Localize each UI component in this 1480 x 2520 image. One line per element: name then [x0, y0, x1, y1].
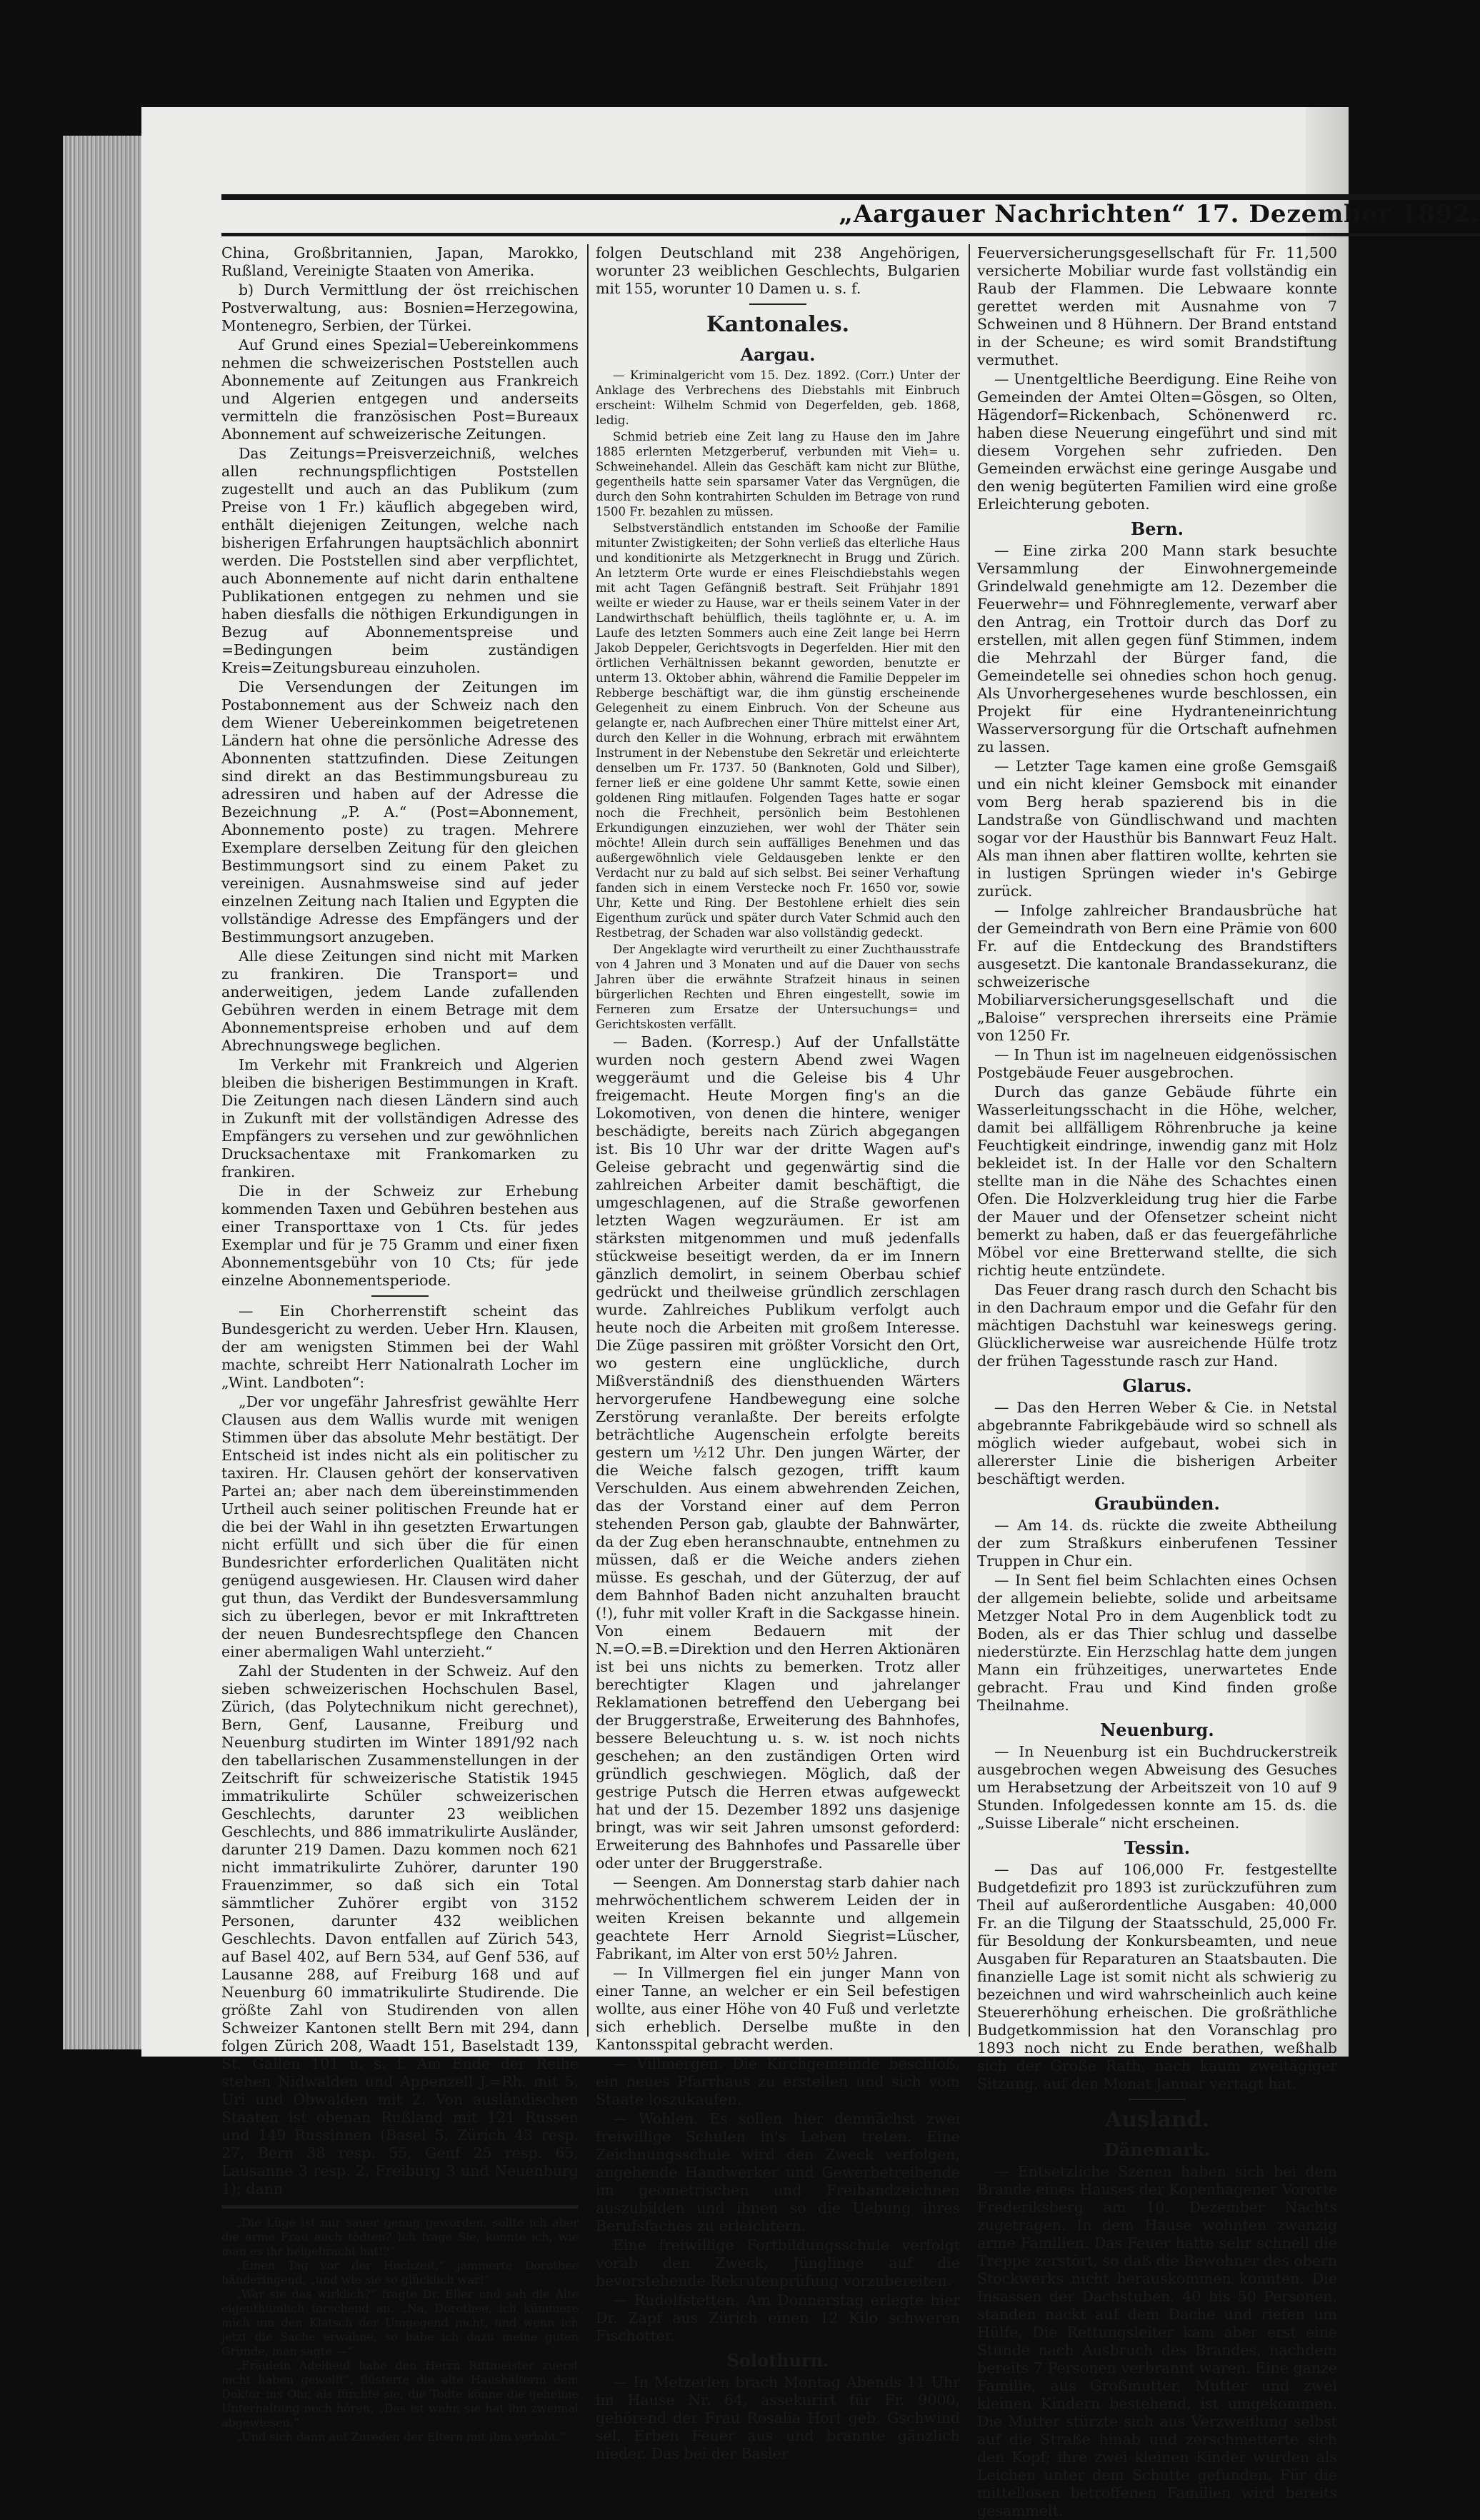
section-heading: Kantonales. — [706, 312, 850, 337]
article-separator — [371, 1295, 429, 1297]
article-paragraph: Zahl der Studenten in der Schweiz. Auf den sieben schweizerischen Hochschulen Basel, Zürich, (das Polytechnikum nicht gerechnet), Bern, Genf, Lausanne, Freiburg und Neuenburg studirten im Winter 1891/92 nach den tabellarischen Zusammenstellungen in der Zeitschrift für schweizerische Statistik 1945 immatrikulirte Schüler schweizerischen Geschlechts, darunter 23 weiblichen Geschlechts, und 886 immatrikulirte Ausländer, darunter 219 Damen. Dazu kommen noch 621 nicht immatrikulirte Zuhörer, darunter 190 Frauenzimmer, so daß sich ein Total sämmtlicher Zuhörer ergibt von 3152 Personen, darunter 432 weiblichen Geschlechts. Davon entfallen auf Zürich 543, auf Basel 402, auf Bern 534, auf Genf 536, auf Lausanne 288, auf Freiburg 168 und auf Neuenburg 60 immatrikulirte Studirende. Die größte Zahl von Studirenden von allen Schweizer Kantonen stellt Bern mit 294, dann folgen Zürich 208, Waadt 151, Baselstadt 139, St. Gallen 101 u. s. f. Am Ende der Reihe stehen Nidwalden und Appenzell J.=Rh. mit 5, Uri und Obwalden mit 2. Von ausländischen Staaten ist obenan Rußland mit 121 Russen und 149 Russinnen (Basel 5, Zürich 43 resp. 27, Bern 38 resp. 55, Genf 25 resp. 65, Lausanne 3 resp. 2, Freiburg 3 und Neuenburg 1); dann — [221, 1662, 579, 2197]
article-paragraph: — Rudolfstetten. Am Donnerstag erlegte hier Dr. Zapf aus Zürich einen 12 Kilo schweren Fischotter. — [596, 2291, 960, 2344]
article-paragraph: „Der vor ungefähr Jahresfrist gewählte Herr Clausen aus dem Wallis wurde mit wenigen Stimmen über das absolute Mehr bestätigt. Der Entscheid ist indes nicht als ein politischer zu taxiren. Hr. Clausen gehört der konservativen Partei an; aber nach dem übereinstimmenden Urtheil auch seiner politischen Freunde hat er die bei der Wahl in ihn gesetzten Erwartungen nicht erfüllt und sich über die für einen Bundesrichter erforderlichen Qualitäten nicht genügend ausgewiesen. Hr. Clausen wird daher gut thun, das Verdikt der Bundesversammlung sich zu überlegen, bevor er mit Inkrafttreten der neuen Bundesrechtspflege den Chancen einer abermaligen Wahl unterzieht.“ — [221, 1393, 579, 1660]
article-paragraph: Das Zeitungs=Preisverzeichniß, welches allen rechnungspflichtigen Poststellen zugestellt und auch an das Publikum (zum Preise von 1 Fr.) käuflich abgegeben wird, enthält diejenigen Zeitungen, welche nach bisherigen Erfahrungen hauptsächlich abonnirt werden. Die Poststellen sind aber verpflichtet, auch Abonnemente auf nicht darin enthaltene Publikationen entgegen zu nehmen und sie haben diesfalls die nöthigen Erkundigungen in Bezug auf Abonnementspreise und =Bedingungen beim zuständigen Kreis=Zeitungsbureau einzuholen. — [221, 445, 579, 676]
article-paragraph: — Infolge zahlreicher Brandausbrüche hat der Gemeindrath von Bern eine Prämie von 600 Fr. auf die Entdeckung des Brandstifters ausgesetzt. Die kantonale Brandassekuranz, die schweizerische Mobiliarversicherungsgesellschaft und die „Baloise“ versprechen ihrerseits eine Prämie von 1250 Fr. — [977, 902, 1337, 1044]
article-paragraph: Im Verkehr mit Frankreich und Algerien bleiben die bisherigen Bestimmungen in Kraft. Die Zeitungen nach diesen Ländern sind auch in Zukunft mit der vollständigen Adresse des Empfängers zu versehen und zur gewöhnlichen Drucksachentaxe mit Frankomarken zu frankiren. — [221, 1056, 579, 1180]
article-paragraph: — In Metzerlen brach Montag Abends 11 Uhr im Hause Nr. 64, assekurirt für Fr. 9000, gehörend der Frau Rosalia Hort geb. Gschwind sel. Erben Feuer aus und brannte gänzlich nieder. Das bei der Basler — [596, 2374, 960, 2462]
article-paragraph: Auf Grund eines Spezial=Uebereinkommens nehmen die schweizerischen Poststellen auch Abonnemente auf Zeitungen aus Frankreich und Algerien entgegen und anderseits vermitteln die französischen Post=Bureaux Abonnement auf schweizerische Zeitungen. — [221, 336, 579, 443]
feuilleton-rule — [221, 2205, 579, 2209]
top-rule — [221, 194, 1480, 200]
masthead-rule — [221, 233, 1480, 236]
article-paragraph: — Das den Herren Weber & Cie. in Netstal abgebrannte Fabrikgebäude wird so schnell als möglich wieder aufgebaut, wobei sich in allererster Linie die bisherigen Arbeiter beschäftigt werden. — [977, 1399, 1337, 1487]
article-paragraph: — In Sent fiel beim Schlachten eines Ochsen der allgemein beliebte, solide und arbeitsame Metzger Notal Pro in dem Augenblick todt zu Boden, als er das Thier schlug und dasselbe niederstürzte. Ein Herzschlag hatte dem jungen Mann ein frühzeitiges, unerwartetes Ende gebracht. Frau und Kind finden große Theilnahme. — [977, 1572, 1337, 1714]
article-paragraph: Durch das ganze Gebäude führte ein Wasserleitungsschacht in die Höhe, welcher, damit bei allfälligem Röhrenbruche ja keine Feuchtigkeit eindringe, inwendig ganz mit Holz bekleidet ist. In der Halle vor den Schaltern stellte man in die Nähe des Schachtes einen Ofen. Die Holzverkleidung trug hier die Farbe der Mauer und der Ofensetzer scheint nicht bemerkt zu haben, daß er das feuergefährliche Möbel vor eine Bretterwand stellte, die sich richtig heute entzündete. — [977, 1083, 1337, 1279]
article-paragraph: Die Versendungen der Zeitungen im Postabonnement aus der Schweiz nach den dem Wiener Uebereinkommen beigetretenen Ländern hat ohne die persönliche Adresse des Abonnenten stattzufinden. Diese Zeitungen sind direkt an das Bestimmungsbureau zu adressiren und haben auf der Adresse die Bezeichnung „P. A.“ (Post=Abonnement, Abonnemento poste) zu tragen. Mehrere Exemplare derselben Zeitung für den gleichen Bestimmungsort sind zu einem Paket zu vereinigen. Ausnahmsweise sind auf jeder einzelnen Zeitung nach Italien und Egypten die vollständige Adresse des Empfängers und der Bestimmungsort anzugeben. — [221, 678, 579, 945]
article-paragraph: — Baden. (Korresp.) Auf der Unfallstätte wurden noch gestern Abend zwei Wagen weggeräumt und die Geleise bis 4 Uhr freigemacht. Heute Morgen fing's an die Lokomotiven, von denen die hintere, weniger beschädigte, bereits nach Zürich abgegangen ist. Bis 10 Uhr war der dritte Wagen auf's Geleise gebracht und gegenwärtig sind die zahlreichen Arbeiter damit beschäftigt, die umgeschlagenen, auf die Straße geworfenen letzten Wagen wegzuräumen. Er ist am stärksten mitgenommen und muß jedenfalls stückweise beseitigt werden, da er im Innern gänzlich demolirt, in seinem Oberbau schief gedrückt und theilweise gründlich zerschlagen wurde. Zahlreiches Publikum verfolgt auch heute noch die Arbeiten mit großem Interesse. Die Züge passiren mit größter Vorsicht den Ort, wo gestern eine unglückliche, durch Mißverständniß des diensthuenden Wärters hervorgerufene Handbewegung eine solche Zerstörung veranlaßte. Der bereits erfolgte beträchtliche Augenschein erfolgte bereits gestern um ½12 Uhr. Den jungen Wärter, der die Weiche falsch gezogen, trifft kaum Verschulden. Aus einem abwehrenden Zeichen, das der Vorstand einer auf dem Perron stehenden Person gab, glaubte der Bahnwärter, da der Zug eben heranschnaubte, entnehmen zu müssen, daß er die Weiche anders ziehen müsse. Es geschah, und der Güterzug, der auf dem Bahnhof Baden nicht anzuhalten braucht (!), fuhr mit voller Kraft in die Sackgasse hinein. Von einem Bedauern mit der N.=O.=B.=Direktion und den Herren Aktionären ist bei uns nichts zu bemerken. Trotz aller berechtigter Klagen und jahrelanger Reklamationen betreffend den Uebergang bei der Bruggerstraße, Erweiterung des Bahnhofes, bessere Beleuchtung u. s. w. ist noch nichts geschehen; an den zuständigen Orten wird gründlich geschwiegen. Möglich, daß der gestrige Putsch die Herren etwas aufgeweckt hat und der 15. Dezember 1892 uns dasjenige bringt, was wir seit Jahren umsonst geforderd: Erweiterung des Bahnhofes und Passarelle über oder unter der Bruggerstraße. — [596, 1033, 960, 1872]
article-paragraph: — In Thun ist im nagelneuen eidgenössischen Postgebäude Feuer ausgebrochen. — [977, 1046, 1337, 1081]
court-report — [596, 368, 960, 1032]
article-paragraph: Alle diese Zeitungen sind nicht mit Marken zu frankiren. Die Transport= und anderweitigen, jedem Lande zufallenden Gebühren werden in einem Betrage mit dem Abonnementspreise erhoben und auf dem Abrechnungswege beglichen. — [221, 948, 579, 1054]
article-paragraph: — Ein Chorherrenstift scheint das Bundesgericht zu werden. Ueber Hrn. Klausen, der am wenigsten Stimmen bei der Wahl machte, schreibt Herr Nationalrath Locher im „Wint. Landboten“: — [221, 1302, 579, 1391]
feuilleton-paragraph: „Einen Tag vor der Hochzeit,“ jammerte Dorothee händeringend, „und wie sie so glücklich war!“ — [221, 2259, 579, 2286]
article-paragraph: Selbstverständlich entstanden im Schooße der Familie mitunter Zwistigkeiten; der Sohn verließ das elterliche Haus und konditionirte als Metzgerknecht in Brugg und Zürich. An letzterm Orte wurde er eines Fleischdiebstahls wegen mit acht Tagen Gefängniß bestraft. Seit Frühjahr 1891 weilte er wieder zu Hause, war er theils seinem Vater in der Landwirthschaft behülflich, theils taglöhnte er, u. A. im Laufe des letzten Sommers auch eine Zeit lange bei Herrn Jakob Deppeler, Gerichtsvogts in Degerfelden. Hier mit den örtlichen Verhältnissen bekannt geworden, benutzte er unterm 13. Oktober abhin, während die Familie Deppeler im Rebberge beschäftigt war, die ihm günstig erscheinende Gelegenheit zu einem Einbruch. Von der Scheune aus gelangte er, nach Aufbrechen einer Thüre mittelst einer Art, durch den Keller in die Wohnung, erbrach mit erwähntem Instrument in der Nebenstube den Sekretär und erleichterte denselben um Fr. 1737. 50 (Banknoten, Gold und Silber), ferner ließ er eine goldene Uhr sammt Kette, sowie einen goldenen Ring mitlaufen. Folgenden Tages hatte er sogar noch die Frechheit, persönlich beim Bestohlenen Erkundigungen einzuziehen, wer wohl der Thäter sein möchte! Allein durch sein auffälliges Benehmen und das außergewöhnlich viele Geldausgeben lenkte er den Verdacht nur zu bald auf sich selbst. Bei seiner Verhaftung fanden sich in einem Verstecke noch Fr. 1650 vor, sowie Uhr, Kette und Ring. Der Bestohlene erhielt dies sein Eigenthum zurück und später durch Vater Schmid auch den Restbetrag, der Schaden war also vollständig gedeckt. — [596, 521, 960, 940]
article-paragraph: — Unentgeltliche Beerdigung. Eine Reihe von Gemeinden der Amtei Olten=Gösgen, so Olten, Hägendorf=Rickenbach, Schönenwerd rc. haben diese Neuerung eingeführt und sind mit diesem Vorgehen sehr zufrieden. Den Gemeinden erwächst eine geringe Ausgabe und den wenig begüterten Familien wird eine große Erleichterung geboten. — [977, 371, 1337, 513]
article-paragraph: — Entsetzliche Szenen haben sich bei dem Brande eines Hauses der Kopenhagener Vororte Frederiksberg am 10. Dezember Nachts zugetragen. In dem Hause wohnten zwanzig arme Familien. Das Feuer hatte sehr schnell die Treppe zerstört, so daß die Bewohner des obern Stockwerks nicht herauskommen konnten. Die Insassen der Dachstuben, 40 bis 50 Personen, standen nackt auf dem Dache und riefen um Hülfe. Die Rettungsleiter kam aber erst eine Stunde nach Ausbruch des Brandes, nachdem bereits 7 Personen verbrannt waren. Eine ganze Familie, aus Großmutter, Mutter und zwei kleinen Kindern bestehend, ist umgekommen. Die Mutter stürzte sich aus Verzweiflung selbst auf die Straße hinab und zerschmetterte sich den Kopf; ihre zwei kleinen Kinder wurden als Leichen unter dem Schutte gefunden. Für die mittellosen betroffenen Familien wird bereits gesammelt. — [977, 2163, 1337, 2519]
section-heading: Ausland. — [1104, 2107, 1210, 2132]
article-paragraph: — In Villmergen fiel ein junger Mann von einer Tanne, an welcher er ein Seil befestigen wollte, aus einer Höhe von 40 Fuß und verletzte sich erheblich. Derselbe mußte in den Kantonsspital gebracht werden. — [596, 1964, 960, 2053]
column-1 — [221, 244, 579, 2444]
article-paragraph: Die in der Schweiz zur Erhebung kommenden Taxen und Gebühren bestehen aus einer Transporttaxe von 1 Cts. für jedes Exemplar und für je 75 Gramm und einer fixen Abonnementsgebühr von 10 Cts; für jede einzelne Abonnementsperiode. — [221, 1183, 579, 1289]
article-paragraph: — Kriminalgericht vom 15. Dez. 1892. (Corr.) Unter der Anklage des Verbrechens des Diebstahls mit Einbruch erscheint: Wilhelm Schmid von Degerfelden, geb. 1868, ledig. — [596, 368, 960, 427]
article-paragraph: b) Durch Vermittlung der öst rreichischen Postverwaltung, aus: Bosnien=Herzegowina, Montenegro, Serbien, der Türkei. — [221, 281, 579, 334]
article-paragraph: — Wohlen. Es sollen hier demnächst zwei freiwillige Schulen in's Leben treten. Eine Zeichnungsschule wird den Zweck verfolgen, angehende Handwerker und Gewerbetreibende im geometrischen und Freihandzeichnen auszubilden und ihnen so die Uebung ihres Berufsfaches zu erleichtern. — [596, 2110, 960, 2234]
article-paragraph: Das Feuer drang rasch durch den Schacht bis in den Dachraum empor und die Gefahr für den mächtigen Dachstuhl war keineswegs gering. Glücklicherweise war ausreichende Hülfe trotz der frühen Tagesstunde rasch zur Hand. — [977, 1281, 1337, 1370]
newspaper-page — [141, 107, 1480, 2519]
article-separator — [1129, 2099, 1186, 2100]
subsection-heading: Solothurn. — [726, 2350, 829, 2371]
article-separator — [749, 303, 806, 305]
masthead: „Aargauer Nachrichten“ 17. Dezember 1892. — [839, 200, 1480, 229]
feuilleton-paragraph: „War sie das wirklich?“ fragte Dr. Eller und sah die Alte eigenthümlich forschend an. „Na, Dorothee, ich kümmere mich um den Klatsch der Umgegend nicht, und wenn ich jetzt die Sache erwähne, so habe ich dazu meine guten Gründe, man sagte —“ — [221, 2287, 579, 2358]
article-paragraph: Feuerversicherungsgesellschaft für Fr. 11,500 versicherte Mobiliar wurde fast vollständig ein Raub der Flammen. Die Lebwaare konnte gerettet werden mit Ausnahme von 7 Schweinen und 8 Hühnern. Der Brand entstand in der Scheune; es wird somit Brandstiftung vermuthet. — [977, 244, 1337, 368]
article-paragraph: — In Neuenburg ist ein Buchdruckerstreik ausgebrochen wegen Abweisung des Gesuches um Herabsetzung der Arbeitszeit von 10 auf 9 Stunden. Infolgedessen konnte am 15. ds. die „Suisse Liberale“ nicht erscheinen. — [977, 1743, 1337, 1832]
article-paragraph: — Am 14. ds. rückte die zweite Abtheilung der zum Straßkurs einberufenen Tessiner Truppen in Chur ein. — [977, 1517, 1337, 1570]
column-2 — [596, 244, 960, 2462]
article-paragraph: China, Großbritannien, Japan, Marokko, Rußland, Vereinigte Staaten von Amerika. — [221, 244, 579, 279]
article-paragraph: Schmid betrieb eine Zeit lang zu Hause den im Jahre 1885 erlernten Metzgerberuf, verbunden mit Vieh= u. Schweinehandel. Allein das Geschäft kam nicht zur Blüthe, gegentheils hatte sein sparsamer Vater das Vergnügen, die durch den Sohn kontrahirten Schulden im Betrage von rund 1500 Fr. bezahlen zu müssen. — [596, 430, 960, 518]
subsection-heading: Aargau. — [740, 344, 816, 365]
article-paragraph: — Seengen. Am Donnerstag starb dahier nach mehrwöchentlichem schwerem Leiden der in weiten Kreisen bekannte und allgemein geachtete Herr Arnold Siegrist=Lüscher, Fabrikant, im Alter von erst 50½ Jahren. — [596, 1874, 960, 1962]
column-divider — [969, 244, 970, 2037]
feuilleton-paragraph: „Fräulein Adelheid habe den Herrn Rittmeister zuerst nicht haben gewollt“, flüsterte die alte Haushälterin dem Doktor ins Ohr, als fürchte sie, die Todte könne die geheime Unterhaltung noch hören, „Das ist wahr, sie hat ihn zweimal abgewiesen.“ — [221, 2359, 579, 2429]
article-paragraph: — Letzter Tage kamen eine große Gemsgaiß und ein nicht kleiner Gemsbock mit einander vom Berg herab spazierend bis in die Landstraße von Gündlischwand und machten sogar vor der Hausthür bis Bannwart Feuz Halt. Als man ihnen aber flattiren wollte, kehrten sie in lustigen Sprüngen wieder in's Gebirge zurück. — [977, 758, 1337, 900]
column-3 — [977, 244, 1337, 2519]
subsection-heading: Tessin. — [1124, 1837, 1191, 1858]
subsection-heading: Neuenburg. — [1100, 1720, 1214, 1740]
article-paragraph: folgen Deutschland mit 238 Angehörigen, worunter 23 weiblichen Geschlechts, Bulgarien mit 155, worunter 10 Damen u. s. f. — [596, 244, 960, 297]
subsection-heading: Bern. — [1130, 518, 1184, 539]
feuilleton — [221, 2216, 579, 2444]
feuilleton-paragraph: „Die Lüge ist mir sauer genug geworden, sollte ich aber die arme Frau auch tödten? Ich frage Sie, konnte ich, wie man es ihr beigebracht hat!?“ — [221, 2216, 579, 2258]
article-paragraph: — Villmergen. Die Kirchgemeinde beschloß, ein neues Pfarrhaus zu erstellen und sich vom Staate loszukaufen. — [596, 2055, 960, 2108]
article-paragraph: — Das auf 106,000 Fr. festgestellte Budgetdefizit pro 1893 ist zurückzuführen zum Theil auf außerordentliche Ausgaben: 40,000 Fr. an die Tilgung der Staatsschuld, 25,000 Fr. für Besoldung der Konkursbeamten, und neue Ausgaben für Reparaturen an Staatsbauten. Die finanzielle Lage ist somit nicht als schwierig zu bezeichnen und wird wahrscheinlich auch keine Steuererhöhung erheischen. Die großräthliche Budgetkommission hat den Voranschlag pro 1893 noch nicht zu Ende berathen, weßhalb sich der Große Rath, nach kaum zweitägiger Sitzung, auf den Monat Januar vertagt hat. — [977, 1861, 1337, 2092]
article-paragraph: Der Angeklagte wird verurtheilt zu einer Zuchthausstrafe von 4 Jahren und 3 Monaten und auf die Dauer von sechs Jahren über die erwähnte Strafzeit hinaus in seinen bürgerlichen Rechten und Ehren eingestellt, sowie im Ferneren zum Ersatze der Untersuchungs= und Gerichtskosten verfällt. — [596, 943, 960, 1031]
article-paragraph: — Eine zirka 200 Mann stark besuchte Versammlung der Einwohnergemeinde Grindelwald genehmigte am 12. Dezember die Feuerwehr= und Föhnreglemente, verwarf aber den Antrag, ein Trottoir durch das Dorf zu erstellen, mit allen gegen fünf Stimmen, indem die Mehrzahl der Bürger fand, die Gemeindetelle sei ohnedies schon hoch genug. Als Unvorhergesehenes wurde beschlossen, ein Projekt für eine Hydranteneinrichtung Wasserversorgung für die Ortschaft aufnehmen zu lassen. — [977, 542, 1337, 756]
subsection-heading: Graubünden. — [1094, 1493, 1220, 1514]
column-divider — [587, 244, 589, 2037]
subsection-heading: Glarus. — [1122, 1375, 1192, 1396]
feuilleton-paragraph: „Und sich dann auf Zureden der Eltern mit ihm verlobt.“ — [236, 2430, 566, 2444]
article-paragraph: Eine freiwillige Fortbildungsschule verfolgt vorab den Zweck, Jünglinge auf die bevorstehende Rekrutenprüfung vorzubereiten. — [596, 2237, 960, 2289]
book-page-stack — [63, 136, 143, 2049]
subsection-heading: Dänemark. — [1104, 2139, 1210, 2160]
